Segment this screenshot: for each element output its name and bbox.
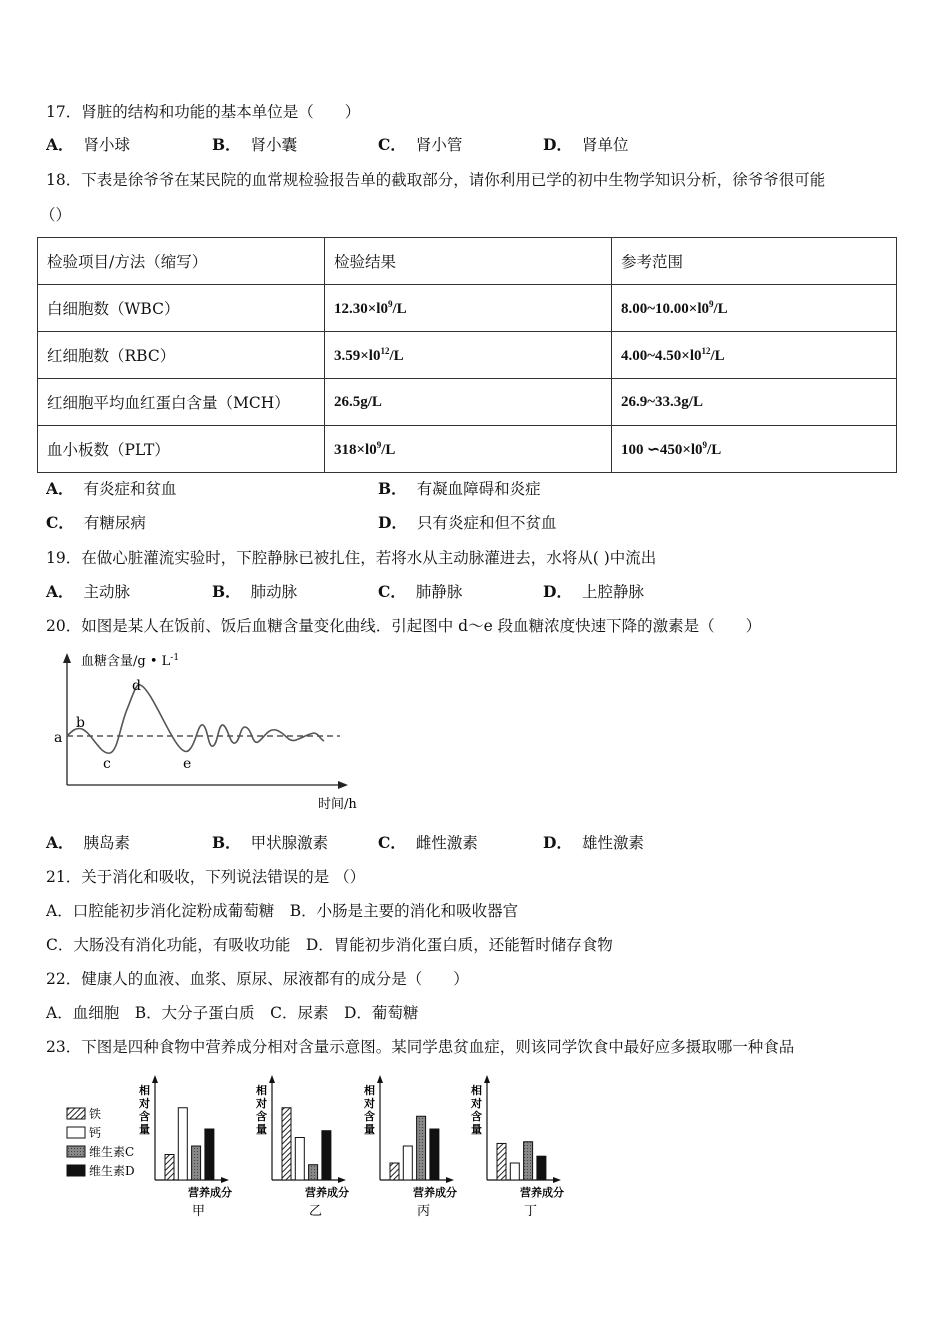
table-cell-item: 白细胞数（WBC） — [38, 285, 325, 332]
y-axis-label-char: 对 — [364, 1097, 375, 1110]
q18-option-b: B． 有凝血障碍和炎症 — [378, 479, 541, 498]
y-axis-label-char: 对 — [256, 1097, 267, 1110]
y-axis-label-char: 相 — [471, 1084, 482, 1097]
y-axis-label-char: 量 — [364, 1123, 375, 1136]
q21-options-line-2: C．大肠没有消化功能，有吸收功能 D．胃能初步消化蛋白质，还能暂时储存食物 — [46, 936, 613, 954]
table-cell-range: 100 $∽450\times l0^9/L$ — [612, 426, 897, 473]
y-axis-label-char: 量 — [139, 1123, 150, 1136]
legend-label-1: 钙 — [89, 1126, 102, 1140]
q17-option-c: C． 肾小管 — [378, 135, 463, 154]
blood-sugar-curve-figure — [40, 645, 370, 820]
legend-label-2: 维生素C — [89, 1145, 135, 1159]
y-axis-arrow-icon — [484, 1075, 490, 1083]
legend-label-3: 维生素D — [89, 1164, 135, 1178]
q22-stem: 22．健康人的血液、血浆、原尿、尿液都有的成分是（ ） — [46, 970, 469, 988]
point-label-a: a — [54, 730, 63, 746]
legend-swatch-0 — [67, 1108, 85, 1119]
q18-stem: 18．下表是徐爷爷在某民院的血常规检验报告单的截取部分，请你利用已学的初中生物学知识分析，徐爷爷很可能 — [46, 171, 826, 189]
point-label-b: b — [76, 715, 85, 731]
y-axis-label-char: 对 — [471, 1097, 482, 1110]
table-cell-result: $12.30\times l0^9/L$ — [325, 285, 612, 332]
q20-option-c: C． 雌性激素 — [378, 833, 478, 852]
table-cell-range: $4.00\sim 4.50\times l0^{12}/L$ — [612, 332, 897, 379]
chart-title: 丙 — [417, 1204, 431, 1219]
q20-option-a: A． 胰岛素 — [46, 833, 131, 852]
q19-option-a: A． 主动脉 — [46, 582, 131, 601]
point-label-e: e — [183, 756, 192, 772]
y-axis-label-char: 含 — [364, 1110, 375, 1123]
chart-title: 甲 — [192, 1204, 206, 1219]
x-axis-label: 营养成分 — [520, 1186, 564, 1199]
table-cell-item: 红细胞数（RBC） — [38, 332, 325, 379]
bar-丙-钙 — [403, 1146, 412, 1180]
bar-甲-钙 — [178, 1108, 187, 1180]
q23-stem: 23．下图是四种食物中营养成分相对含量示意图。某同学患贫血症，则该同学饮食中最好应多摄取哪一种食品 — [46, 1038, 795, 1056]
table-row — [38, 285, 897, 332]
table-row — [38, 426, 897, 473]
q17-option-d: D． 肾单位 — [543, 135, 629, 154]
bar-丙-铁 — [390, 1163, 399, 1180]
x-axis-arrow-icon — [338, 781, 348, 789]
legend-label-0: 铁 — [89, 1107, 102, 1121]
table-cell-item: 红细胞平均血红蛋白含量（MCH） — [38, 379, 325, 426]
y-axis-arrow-icon — [377, 1075, 383, 1083]
y-axis-arrow-icon — [269, 1075, 275, 1083]
bar-甲-铁 — [165, 1155, 174, 1181]
table-cell-item: 血小板数（PLT） — [38, 426, 325, 473]
table-row — [38, 332, 897, 379]
bar-甲-维生素D — [205, 1129, 214, 1180]
y-axis-label-char: 对 — [139, 1097, 150, 1110]
x-axis-arrow-icon — [338, 1177, 346, 1183]
blood-sugar-curve — [67, 685, 324, 753]
q18-option-d: D． 只有炎症和但不贫血 — [378, 513, 557, 532]
q18-option-a: A． 有炎症和贫血 — [46, 479, 177, 498]
table-header: 参考范围 — [612, 238, 897, 285]
bar-丁-维生素C — [524, 1142, 533, 1180]
table-header-row — [38, 238, 897, 285]
y-axis-label-char: 量 — [256, 1123, 267, 1136]
chart-title: 丁 — [524, 1204, 538, 1219]
bar-乙-维生素C — [309, 1165, 318, 1180]
bar-丁-铁 — [497, 1143, 506, 1180]
legend-swatch-2 — [67, 1146, 85, 1157]
table-cell-range: $8.00\sim 10.00\times l0^9/L$ — [612, 285, 897, 332]
q18-option-c: C． 有糖尿病 — [46, 513, 146, 532]
bar-乙-维生素D — [322, 1131, 331, 1180]
q21-options-line-1: A．口腔能初步消化淀粉成葡萄糖 B．小肠是主要的消化和吸收器官 — [46, 902, 519, 920]
table-cell-result: $318\times l0^9/L$ — [325, 426, 612, 473]
q19-option-b: B． 肺动脉 — [212, 582, 298, 601]
bar-丙-维生素D — [430, 1129, 439, 1180]
x-axis-arrow-icon — [221, 1177, 229, 1183]
q20-option-b: B． 甲状腺激素 — [212, 833, 329, 852]
bar-甲-维生素C — [192, 1146, 201, 1180]
chart-title: 乙 — [309, 1204, 323, 1219]
y-axis-arrow-icon — [152, 1075, 158, 1083]
q18-stem-paren: （） — [40, 206, 72, 224]
y-axis-label-char: 量 — [471, 1123, 482, 1136]
y-axis-label-char: 含 — [256, 1110, 267, 1123]
x-axis-label: 营养成分 — [413, 1186, 457, 1199]
table-row — [38, 379, 897, 426]
x-axis-arrow-icon — [446, 1177, 454, 1183]
legend-swatch-1 — [67, 1127, 85, 1138]
bar-乙-铁 — [282, 1108, 291, 1180]
x-axis-label: 营养成分 — [188, 1186, 232, 1199]
bar-乙-钙 — [295, 1138, 304, 1181]
q19-option-d: D． 上腔静脉 — [543, 582, 644, 601]
table-header: 检验结果 — [325, 238, 612, 285]
legend-swatch-3 — [67, 1165, 85, 1176]
y-axis-label: 血糖含量/g • $L^{-1}$ — [81, 653, 180, 669]
q21-stem: 21．关于消化和吸收，下列说法错误的是 （） — [46, 868, 366, 886]
bar-丙-维生素C — [417, 1116, 426, 1180]
table-cell-result: $3.59\times l0^{12}/L$ — [325, 332, 612, 379]
y-axis-label-char: 相 — [139, 1084, 150, 1097]
bar-丁-维生素D — [537, 1156, 546, 1180]
q17-option-a: A． 肾小球 — [46, 135, 131, 154]
q20-stem: 20．如图是某人在饭前、饭后血糖含量变化曲线．引起图中 d～e 段血糖浓度快速下降的激素是（ ） — [46, 617, 762, 635]
nutrient-bar-charts — [50, 1070, 590, 1230]
table-cell-result: 26.5g/L — [325, 379, 612, 426]
bar-丁-钙 — [510, 1163, 519, 1180]
y-axis-label-char: 含 — [471, 1110, 482, 1123]
y-axis-label-char: 相 — [256, 1084, 267, 1097]
q17-option-b: B． 肾小囊 — [212, 135, 298, 154]
table-cell-range: 26.9~33.3g/L — [612, 379, 897, 426]
point-label-d: d — [132, 678, 141, 694]
y-axis-label-char: 相 — [364, 1084, 375, 1097]
x-axis-label: 时间/h — [318, 797, 357, 812]
table-header: 检验项目/方法（缩写） — [38, 238, 325, 285]
blood-test-table — [37, 237, 897, 473]
point-label-c: c — [103, 756, 111, 772]
x-axis-label: 营养成分 — [305, 1186, 349, 1199]
y-axis-label-char: 含 — [139, 1110, 150, 1123]
q17-stem: 17．肾脏的结构和功能的基本单位是（ ） — [46, 103, 361, 121]
x-axis-arrow-icon — [553, 1177, 561, 1183]
q22-options-line: A．血细胞 B．大分子蛋白质 C．尿素 D．葡萄糖 — [46, 1004, 419, 1022]
q20-option-d: D． 雄性激素 — [543, 833, 644, 852]
q19-stem: 19．在做心脏灌流实验时，下腔静脉已被扎住，若将水从主动脉灌进去，水将从( )中流出 — [46, 549, 657, 567]
q19-option-c: C． 肺静脉 — [378, 582, 463, 601]
y-axis-arrow-icon — [63, 653, 71, 663]
